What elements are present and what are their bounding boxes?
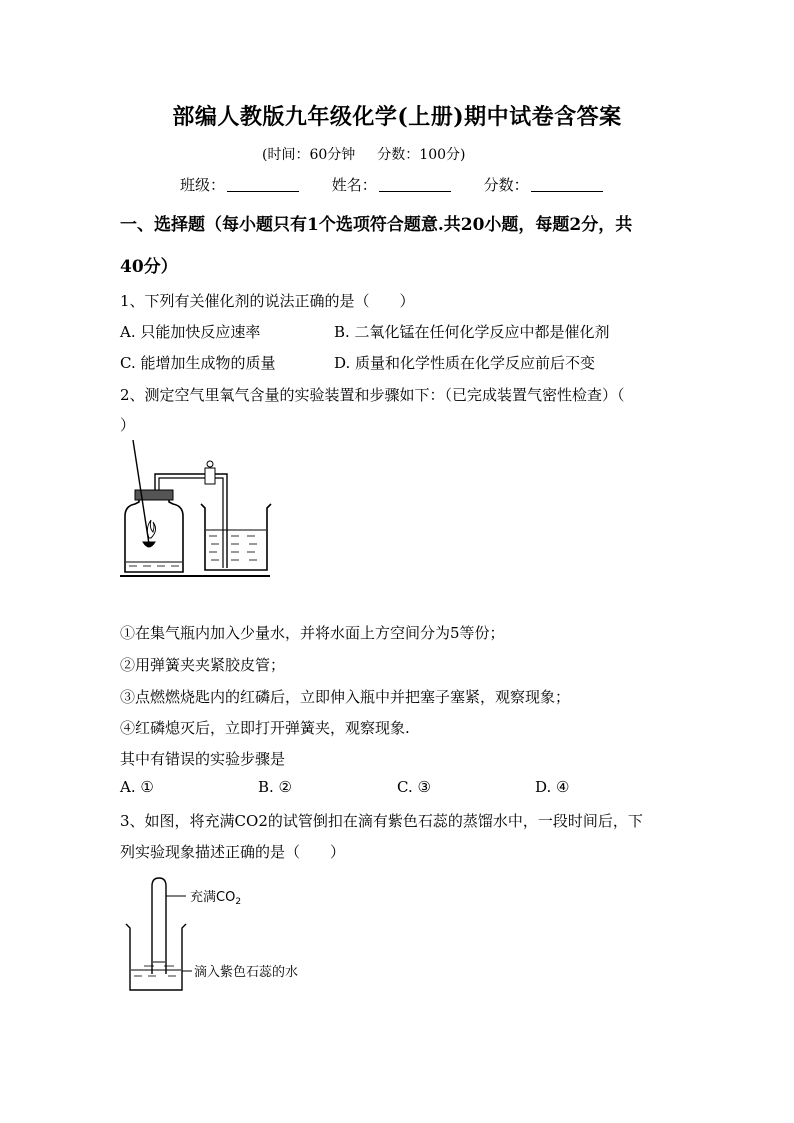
q2-stem-line1: 2、测定空气里氧气含量的实验装置和步骤如下：（已完成装置气密性检查）（ (120, 386, 625, 404)
q2-option-d: D. ④ (535, 778, 570, 796)
q2-step-2: ②用弹簧夹夹紧胶皮管； (120, 656, 286, 674)
score-blank[interactable] (531, 177, 603, 192)
oxygen-apparatus-figure (115, 440, 275, 580)
class-field (180, 174, 299, 195)
q1-option-b: B. 二氧化锰在任何化学反应中都是催化剂 (334, 323, 610, 341)
label-litmus-water: 滴入紫色石蕊的水 (194, 965, 299, 980)
q3-stem-line2: 列实验现象描述正确的是（ ） (120, 843, 346, 861)
page-title: 部编人教版九年级化学(上册)期中试卷含答案 (172, 104, 622, 130)
q2-stem-line2: ） (120, 416, 136, 434)
score-label: 分数： (483, 176, 529, 194)
q2-option-c: C. ③ (397, 778, 431, 796)
section-heading-line2: 40分） (120, 257, 178, 277)
q2-option-b: B. ② (258, 778, 293, 796)
class-label: 班级： (180, 176, 226, 194)
exam-info (262, 144, 465, 164)
q1-option-c: C. 能增加生成物的质量 (120, 354, 276, 372)
co2-test-tube-figure (120, 870, 335, 1000)
name-field (332, 174, 451, 195)
q2-question: 其中有错误的实验步骤是 (120, 750, 286, 768)
q2-step-4: ④红磷熄灭后，立即打开弹簧夹，观察现象. (120, 719, 410, 737)
score-field (484, 174, 603, 195)
exam-total-score: 分数：100分) (377, 147, 466, 163)
q1-option-d: D. 质量和化学性质在化学反应前后不变 (334, 354, 596, 372)
beaker (126, 924, 186, 990)
q1-option-a: A. 只能加快反应速率 (120, 323, 261, 341)
label-co2-filled: 充满$CO_2$ (190, 890, 242, 907)
exam-time: (时间：60分钟 (262, 147, 356, 163)
q1-stem: 1、下列有关催化剂的说法正确的是（ ） (120, 292, 415, 310)
q2-step-1: ①在集气瓶内加入少量水，并将水面上方空间分为5等份； (120, 624, 505, 642)
class-blank[interactable] (227, 177, 299, 192)
name-blank[interactable] (379, 177, 451, 192)
q3-stem-line1: 3、如图，将充满CO2的试管倒扣在滴有紫色石蕊的蒸馏水中，一段时间后，下 (120, 812, 643, 830)
q2-step-3: ③点燃燃烧匙内的红磷后，立即伸入瓶中并把塞子塞紧，观察现象； (120, 688, 571, 706)
spring-clamp (205, 468, 215, 484)
flame (147, 520, 155, 538)
delivery-tube (155, 474, 227, 568)
section-heading-line1: 一、选择题（每小题只有1个选项符合题意.共20小题，每题2分，共 (120, 215, 633, 235)
test-tube (152, 878, 166, 974)
combustion-spoon (143, 542, 155, 547)
student-info-row (180, 174, 631, 195)
q2-option-a: A. ① (120, 778, 154, 796)
name-label: 姓名： (331, 176, 377, 194)
